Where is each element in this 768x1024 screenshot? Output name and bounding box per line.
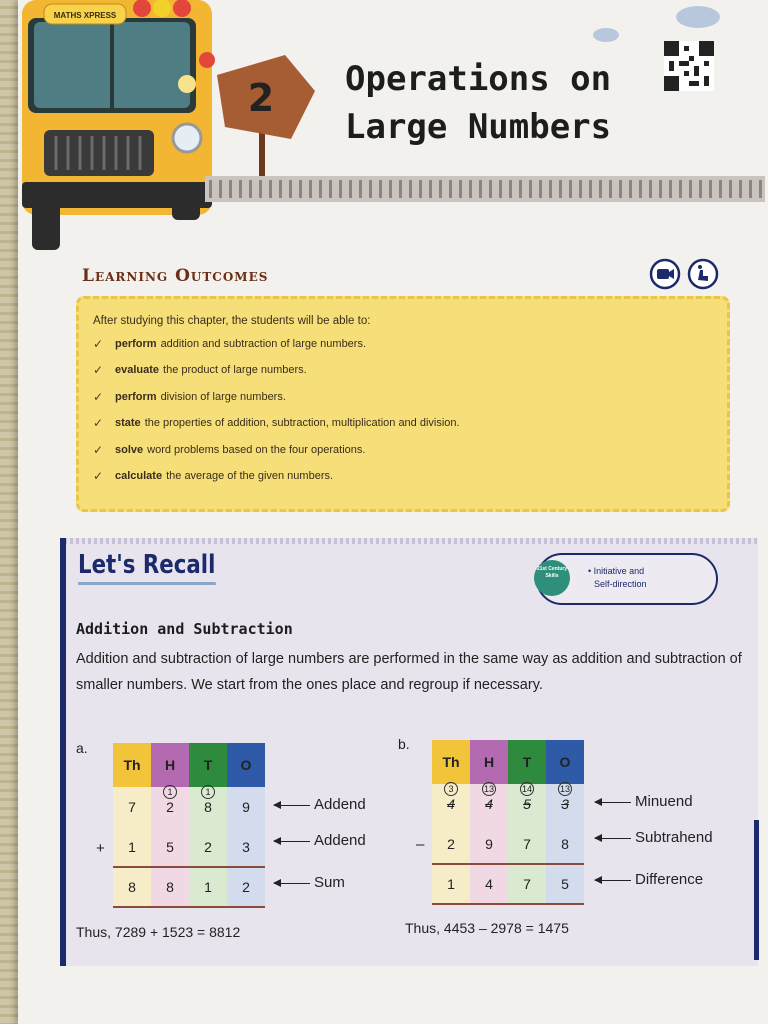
- outcomes-intro: After studying this chapter, the students will be able to:: [93, 315, 371, 327]
- table-cell: [508, 784, 546, 824]
- outcome-verb: calculate: [115, 469, 163, 482]
- video-icon[interactable]: [651, 260, 679, 288]
- cloud-decoration: [676, 6, 720, 28]
- digit: 8: [204, 799, 212, 815]
- table-cell: 7: [508, 824, 546, 864]
- outcome-verb: solve: [115, 443, 144, 456]
- header-thousands: Th: [432, 740, 470, 784]
- learning-outcomes-heading: Learning Outcomes: [82, 266, 269, 286]
- tick-icon: ✓: [93, 442, 104, 457]
- table-cell: 4: [470, 864, 508, 904]
- chapter-title: [345, 55, 611, 151]
- outcome-verb: evaluate: [115, 364, 160, 377]
- subtrahend-label: Subtrahend: [595, 829, 713, 846]
- plus-operator: +: [96, 840, 105, 857]
- book-spine: [0, 0, 18, 1024]
- header-tens: T: [189, 743, 227, 787]
- skills-text: [588, 565, 647, 591]
- digit: 3: [561, 796, 569, 812]
- tick-icon: ✓: [93, 363, 104, 378]
- table-cell: 5: [546, 864, 584, 904]
- digit: 4: [485, 796, 493, 812]
- table-cell: 8: [113, 867, 151, 907]
- table-cell: 9: [470, 824, 508, 864]
- list-item: [93, 465, 713, 491]
- learning-outcomes-box: [76, 296, 730, 512]
- table-cell: 7: [508, 864, 546, 904]
- tick-icon: ✓: [93, 389, 104, 404]
- outcome-icons: [648, 258, 724, 290]
- hand-interaction-icon[interactable]: [689, 260, 717, 288]
- list-item: [93, 412, 713, 438]
- digit: 4: [447, 796, 455, 812]
- outcome-text: word problems based on the four operations.: [147, 443, 366, 456]
- addend-label: Addend: [274, 832, 366, 849]
- table-cell: 1: [189, 867, 227, 907]
- header-hundreds: H: [151, 743, 189, 787]
- table-cell: 1: [432, 864, 470, 904]
- digit: 5: [523, 796, 531, 812]
- list-item: [93, 333, 713, 359]
- table-cell: 8: [151, 867, 189, 907]
- subtraction-place-value-table: [432, 740, 584, 905]
- cloud-decoration: [593, 28, 619, 42]
- recall-left-border: [60, 538, 66, 966]
- chapter-title-line1: Operations on: [345, 59, 612, 99]
- recall-heading: Let's Recall: [78, 550, 215, 585]
- addend-label: Addend: [274, 796, 366, 813]
- header-ones: O: [546, 740, 584, 784]
- header-tens: T: [508, 740, 546, 784]
- carry-digit: 1: [163, 785, 177, 799]
- chapter-sign: [215, 55, 325, 185]
- section-subheading: Addition and Subtraction: [76, 620, 293, 638]
- minuend-label: Minuend: [595, 793, 693, 810]
- list-item: [93, 439, 713, 465]
- example-b-label: b.: [398, 736, 410, 752]
- chapter-title-line2: Large Numbers: [345, 107, 612, 147]
- minus-operator: –: [416, 836, 425, 853]
- addition-result-statement: Thus, 7289 + 1523 = 8812: [76, 924, 241, 940]
- example-a-label: a.: [76, 740, 88, 756]
- header-thousands: Th: [113, 743, 151, 787]
- table-cell: [189, 787, 227, 827]
- school-bus-illustration: [22, 0, 222, 255]
- addition-place-value-table: [113, 743, 265, 908]
- table-cell: 3: [227, 827, 265, 867]
- table-cell: [432, 784, 470, 824]
- tick-icon: ✓: [93, 416, 104, 431]
- table-cell: 2: [432, 824, 470, 864]
- header-ones: O: [227, 743, 265, 787]
- table-cell: 2: [189, 827, 227, 867]
- table-cell: 2: [227, 867, 265, 907]
- borrow-digit: 13: [483, 784, 494, 794]
- table-cell: 5: [151, 827, 189, 867]
- outcome-verb: perform: [115, 338, 157, 350]
- outcome-verb: perform: [115, 390, 157, 403]
- difference-label: Difference: [595, 871, 703, 888]
- chapter-number: 2: [247, 76, 275, 120]
- sum-label: Sum: [274, 874, 345, 891]
- skill-line2: Self-direction: [594, 579, 647, 589]
- table-cell: [151, 787, 189, 827]
- digit: 2: [166, 799, 174, 815]
- borrow-digit: 3: [444, 782, 458, 796]
- outcome-text: the average of the given numbers.: [166, 469, 334, 482]
- skill-line1: • Initiative and: [588, 566, 645, 576]
- tick-icon: ✓: [93, 337, 104, 351]
- carry-digit: 1: [201, 785, 215, 799]
- list-item: [93, 386, 713, 412]
- header-hundreds: H: [470, 740, 508, 784]
- list-item: [93, 359, 713, 385]
- road-stripe-decoration: [205, 176, 765, 202]
- subtraction-result-statement: Thus, 4453 – 2978 = 1475: [405, 920, 569, 936]
- borrow-digit: 14: [521, 784, 532, 794]
- outcome-text: the properties of addition, subtraction, multiplication and division.: [144, 417, 460, 430]
- table-cell: 7: [113, 787, 151, 827]
- table-cell: 8: [546, 824, 584, 864]
- recall-right-border: [754, 820, 759, 960]
- outcome-verb: state: [115, 417, 141, 430]
- tick-icon: ✓: [93, 468, 104, 483]
- recall-paragraph: Addition and subtraction of large numbers are performed in the same way as addition and subtraction of smaller numbers. We start from the ones place and regroup if necessary.: [76, 651, 742, 693]
- table-cell: [470, 784, 508, 824]
- century-skills-badge: 21st Century Skills: [534, 560, 570, 596]
- borrow-digit: 13: [559, 784, 570, 794]
- table-cell: 1: [113, 827, 151, 867]
- table-cell: [546, 784, 584, 824]
- table-cell: 9: [227, 787, 265, 827]
- outcomes-list: [93, 333, 713, 491]
- qr-code-icon[interactable]: [664, 40, 714, 92]
- outcome-text: the product of large numbers.: [163, 364, 307, 377]
- recall-top-border: [64, 538, 758, 544]
- outcome-text: addition and subtraction of large numbers.: [160, 338, 367, 350]
- outcome-text: division of large numbers.: [160, 390, 286, 403]
- bus-label: MATHS XPRESS: [53, 11, 117, 20]
